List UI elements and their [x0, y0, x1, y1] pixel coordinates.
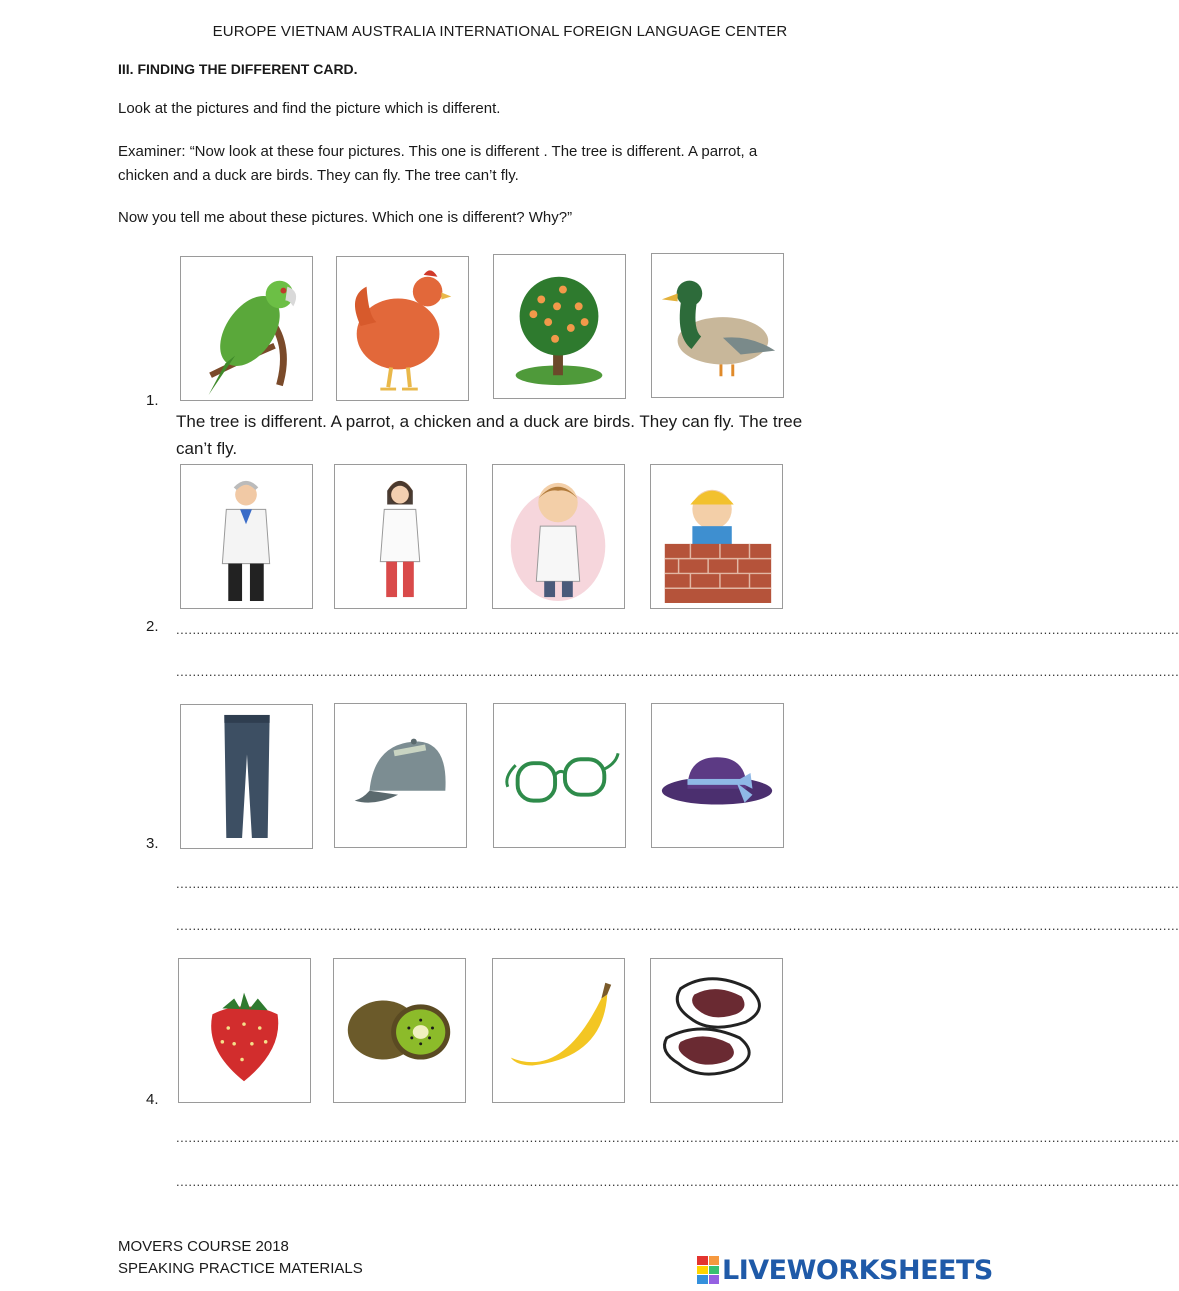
- card-parrot[interactable]: [180, 256, 313, 401]
- liveworksheets-logo: [697, 1253, 993, 1287]
- footer-materials: SPEAKING PRACTICE MATERIALS: [118, 1260, 363, 1277]
- question-number-4: 4.: [146, 1091, 159, 1108]
- instruction-text: Look at the pictures and find the picture which is different.: [118, 100, 501, 117]
- card-banana[interactable]: [492, 958, 625, 1103]
- meat-icon: [651, 959, 782, 1102]
- page-header: EUROPE VIETNAM AUSTRALIA INTERNATIONAL FOREIGN LANGUAGE CENTER: [212, 23, 788, 40]
- answer-4-line1[interactable]: ....................................................................................................................................................................................................................................................: [176, 1130, 1179, 1145]
- logo-text: LIVEWORKSHEETS: [722, 1254, 993, 1286]
- logo-block-1: [697, 1256, 708, 1265]
- card-glasses[interactable]: [493, 703, 626, 848]
- cap-icon: [335, 704, 466, 847]
- card-trousers[interactable]: [180, 704, 313, 849]
- card-doctor-woman[interactable]: [334, 464, 467, 609]
- card-doctor-man[interactable]: [180, 464, 313, 609]
- parrot-icon: [181, 257, 312, 400]
- logo-block-6: [709, 1275, 720, 1284]
- answer-3-line2[interactable]: ....................................................................................................................................................................................................................................................: [176, 918, 1179, 933]
- answer-2-line1[interactable]: ....................................................................................................................................................................................................................................................: [176, 622, 1179, 637]
- doctor-boy-icon: [493, 465, 624, 608]
- card-meat[interactable]: [650, 958, 783, 1103]
- footer-course: MOVERS COURSE 2018: [118, 1238, 289, 1255]
- logo-block-2: [709, 1256, 720, 1265]
- card-hat[interactable]: [651, 703, 784, 848]
- answer-3-line1[interactable]: ....................................................................................................................................................................................................................................................: [176, 876, 1179, 891]
- question-number-3: 3.: [146, 835, 159, 852]
- card-doctor-boy[interactable]: [492, 464, 625, 609]
- card-duck[interactable]: [651, 253, 784, 398]
- logo-blocks-icon: [697, 1256, 719, 1284]
- doctor-woman-icon: [335, 465, 466, 608]
- card-strawberry[interactable]: [178, 958, 311, 1103]
- section-title: III. FINDING THE DIFFERENT CARD.: [118, 61, 358, 77]
- duck-icon: [652, 254, 783, 397]
- logo-block-3: [697, 1266, 708, 1275]
- card-builder[interactable]: [650, 464, 783, 609]
- chicken-icon: [337, 257, 468, 400]
- glasses-icon: [494, 704, 625, 847]
- answer-1-line1[interactable]: The tree is different. A parrot, a chicken and a duck are birds. They can fly. The tree: [176, 412, 803, 431]
- examiner-text-line1: Examiner: “Now look at these four pictures. This one is different . The tree is different. A parrot, a: [118, 143, 758, 160]
- kiwi-icon: [334, 959, 465, 1102]
- doctor-man-icon: [181, 465, 312, 608]
- answer-1-line2[interactable]: can’t fly.: [176, 439, 238, 458]
- tree-icon: [494, 255, 625, 398]
- banana-icon: [493, 959, 624, 1102]
- answer-2-line2[interactable]: ....................................................................................................................................................................................................................................................: [176, 664, 1179, 679]
- hat-icon: [652, 704, 783, 847]
- builder-icon: [651, 465, 782, 608]
- card-kiwi[interactable]: [333, 958, 466, 1103]
- trousers-icon: [181, 705, 312, 848]
- card-chicken[interactable]: [336, 256, 469, 401]
- examiner-text-line2: chicken and a duck are birds. They can fly. The tree can’t fly.: [118, 167, 519, 184]
- question-number-1: 1.: [146, 392, 159, 409]
- question-number-2: 2.: [146, 618, 159, 635]
- card-cap[interactable]: [334, 703, 467, 848]
- answer-4-line2[interactable]: ....................................................................................................................................................................................................................................................: [176, 1174, 1179, 1189]
- card-tree[interactable]: [493, 254, 626, 399]
- strawberry-icon: [179, 959, 310, 1102]
- logo-block-4: [709, 1266, 720, 1275]
- prompt-text: Now you tell me about these pictures. Which one is different? Why?”: [118, 209, 573, 226]
- logo-block-5: [697, 1275, 708, 1284]
